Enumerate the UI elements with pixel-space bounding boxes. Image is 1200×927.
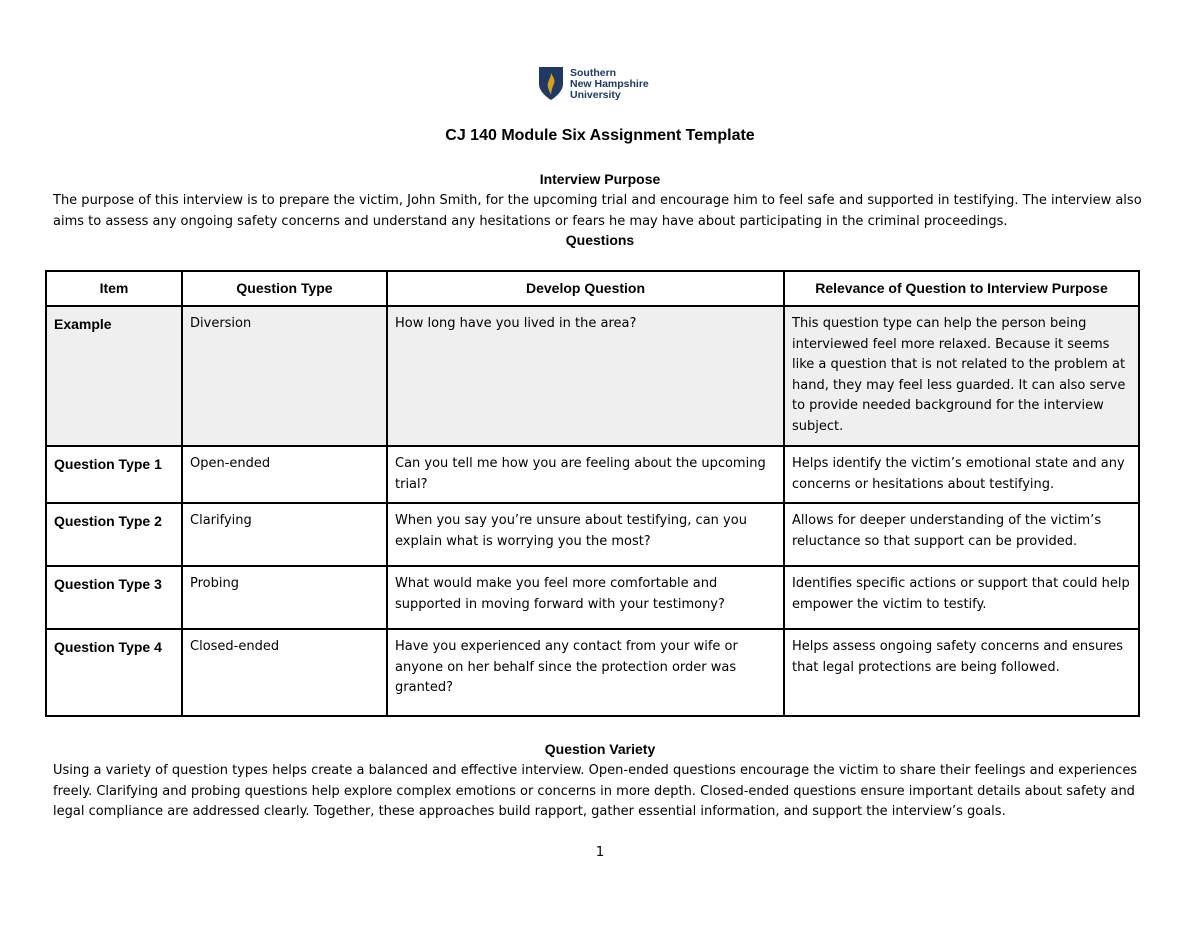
row-relevance: Helps assess ongoing safety concerns and ensures that legal protections are being followed. xyxy=(784,629,1139,716)
questions-heading: Questions xyxy=(565,232,635,248)
interview-purpose-heading: Interview Purpose xyxy=(539,171,661,187)
table-row xyxy=(46,446,1139,503)
university-logo xyxy=(538,64,668,104)
table-row xyxy=(46,306,1139,446)
header-relevance: Relevance of Question to Interview Purpose xyxy=(784,271,1139,306)
table-row xyxy=(46,566,1139,629)
table-header-row xyxy=(46,271,1139,306)
row-relevance: Identifies specific actions or support that could help empower the victim to testify. xyxy=(784,566,1139,629)
logo-wordmark xyxy=(570,68,649,101)
row-item: Question Type 1 xyxy=(46,446,182,503)
row-question: Have you experienced any contact from your wife or anyone on her behalf since the protection order was granted? xyxy=(387,629,784,716)
header-item: Item xyxy=(46,271,182,306)
row-item: Example xyxy=(46,306,182,446)
row-question: What would make you feel more comfortable and supported in moving forward with your testimony? xyxy=(387,566,784,629)
row-relevance: Helps identify the victim’s emotional state and any concerns or hesitations about testifying. xyxy=(784,446,1139,503)
table-row xyxy=(46,629,1139,716)
interview-purpose-text: The purpose of this interview is to prepare the victim, John Smith, for the upcoming trial and encourage him to feel safe and supported in testifying. The interview also aims to assess any ongoing safety concerns and understand any hesitations or fears he may have about participating in the criminal proceedings. xyxy=(53,193,1142,229)
row-question-type: Diversion xyxy=(182,306,387,446)
question-variety-text: Using a variety of question types helps create a balanced and effective interview. Open-ended questions encourage the victim to share their feelings and experiences freely. Clarifying and probing questions help explore complex emotions or concerns in more depth. Closed-ended questions ensure important details about safety and legal compliance are addressed clearly. Together, these approaches build rapport, gather essential information, and support the interview’s goals. xyxy=(53,763,1138,819)
row-item: Question Type 4 xyxy=(46,629,182,716)
logo-line-2: New Hampshire xyxy=(570,77,649,90)
header-question-type: Question Type xyxy=(182,271,387,306)
row-relevance: This question type can help the person being interviewed feel more relaxed. Because it seems like a question that is not related to the problem at hand, they may feel less guarded. It can also serve to provide needed background for the interview subject. xyxy=(784,306,1139,446)
logo-line-1: Southern xyxy=(570,66,617,79)
row-question: When you say you’re unsure about testifying, can you explain what is worrying you the most? xyxy=(387,503,784,566)
document-title: CJ 140 Module Six Assignment Template xyxy=(445,127,755,144)
question-variety-heading: Question Variety xyxy=(544,741,656,757)
page-number: 1 xyxy=(595,845,605,860)
row-question-type: Probing xyxy=(182,566,387,629)
row-question-type: Closed-ended xyxy=(182,629,387,716)
row-question: Can you tell me how you are feeling about the upcoming trial? xyxy=(387,446,784,503)
shield-icon xyxy=(538,66,564,102)
table-row xyxy=(46,503,1139,566)
questions-table xyxy=(45,270,1140,717)
row-relevance: Allows for deeper understanding of the victim’s reluctance so that support can be provided. xyxy=(784,503,1139,566)
row-question-type: Open-ended xyxy=(182,446,387,503)
row-item: Question Type 2 xyxy=(46,503,182,566)
row-item: Question Type 3 xyxy=(46,566,182,629)
logo-line-3: University xyxy=(570,88,621,101)
row-question: How long have you lived in the area? xyxy=(387,306,784,446)
header-develop-question: Develop Question xyxy=(387,271,784,306)
row-question-type: Clarifying xyxy=(182,503,387,566)
